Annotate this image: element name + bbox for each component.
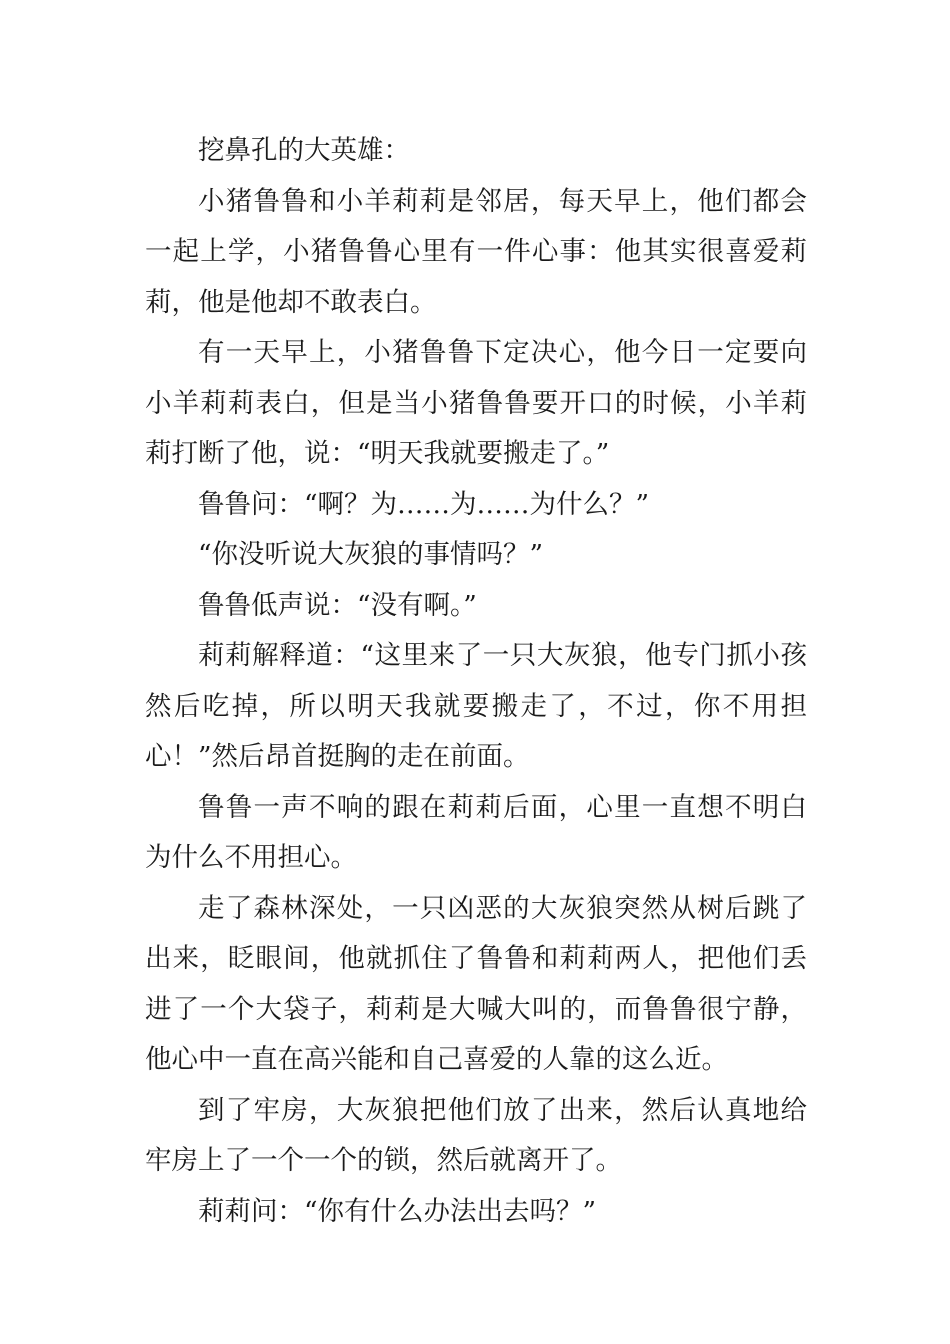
paragraph: 莉莉解释道：“这里来了一只大灰狼，他专门抓小孩然后吃掉，所以明天我就要搬走了，不过，你不用担心！”然后昂首挺胸的走在前面。: [145, 640, 807, 772]
paragraph: 走了森林深处，一只凶恶的大灰狼突然从树后跳了出来，眨眼间，他就抓住了鲁鲁和莉莉两人，把他们丢进了一个大袋子，莉莉是大喊大叫的，而鲁鲁很宁静，他心中一直在高兴能和自己喜爱的人靠的这么近。: [145, 892, 807, 1075]
story-title: 挖鼻孔的大英雄：: [198, 135, 410, 166]
paragraph: 小猪鲁鲁和小羊莉莉是邻居，每天早上，他们都会一起上学，小猪鲁鲁心里有一件心事：他其实很喜爱莉莉，他是他却不敢表白。: [145, 185, 807, 318]
paragraph: 有一天早上，小猪鲁鲁下定决心，他今日一定要向小羊莉莉表白，但是当小猪鲁鲁要开口的时候，小羊莉莉打断了他，说：“明天我就要搬走了。”: [145, 337, 807, 469]
story-body: [145, 126, 807, 1237]
paragraph: 鲁鲁一声不响的跟在莉莉后面，心里一直想不明白为什么不用担心。: [145, 791, 807, 873]
paragraph: 鲁鲁低声说：“没有啊。”: [198, 589, 477, 621]
paragraph: “你没听说大灰狼的事情吗？”: [198, 539, 544, 570]
paragraph: 莉莉问：“你有什么办法出去吗？”: [198, 1195, 597, 1227]
paragraph: 鲁鲁问：“啊？为……为……为什么？”: [198, 488, 650, 520]
paragraph: 到了牢房，大灰狼把他们放了出来，然后认真地给牢房上了一个一个的锁，然后就离开了。: [145, 1094, 807, 1176]
